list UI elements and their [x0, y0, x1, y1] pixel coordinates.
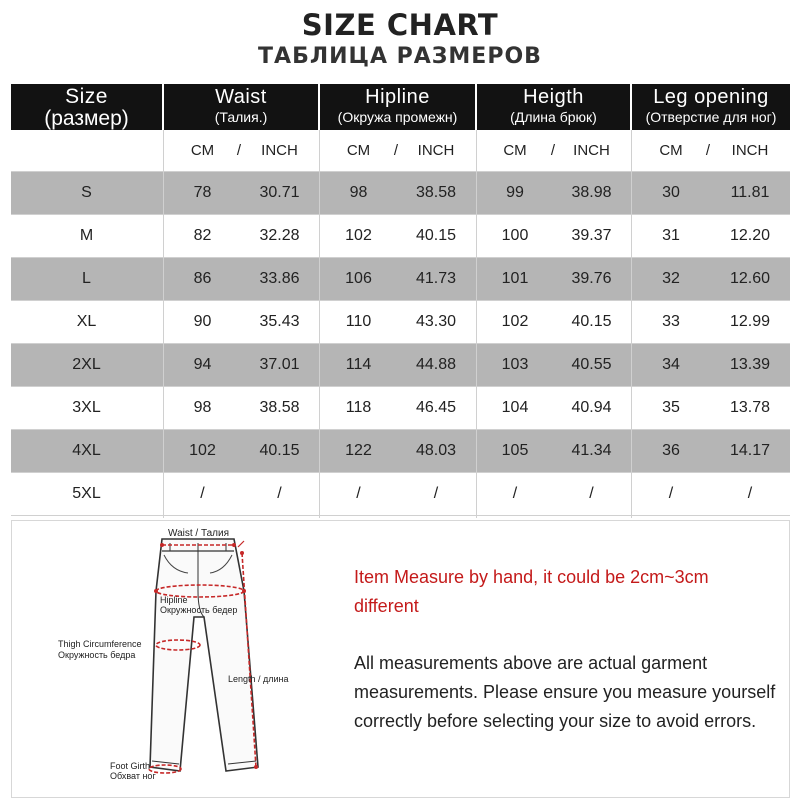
table-row [11, 344, 790, 386]
size-cell: 2XL [72, 356, 101, 373]
pants-illustration [12, 521, 332, 797]
size-table [11, 84, 790, 518]
value-cell: / [200, 485, 205, 502]
header-waist-label: Waist [215, 86, 267, 108]
value-cell: 38.58 [259, 399, 300, 416]
table-row [11, 387, 790, 429]
label-thigh: Thigh Circumference [58, 639, 142, 649]
value-cell: 43.30 [415, 313, 457, 330]
value-cell: / [356, 485, 361, 502]
header-height [477, 84, 630, 130]
value-cell: 82 [193, 227, 212, 244]
value-cell: 35 [662, 399, 680, 416]
header-size [11, 84, 162, 130]
value-cell: 33.86 [259, 270, 300, 287]
value-cell: 35.43 [259, 313, 300, 330]
value-cell: 86 [193, 270, 212, 287]
value-cell: 12.99 [729, 313, 771, 330]
label-hipline: Hipline [160, 595, 188, 605]
value-cell: 32 [662, 270, 680, 287]
header-waist-sub: (Талия.) [214, 109, 268, 125]
size-cell: 4XL [72, 442, 101, 459]
value-cell: 103 [501, 356, 529, 373]
value-cell: 40.94 [571, 399, 612, 416]
unit-inch: INCH [261, 142, 298, 159]
unit-slash: / [550, 142, 556, 159]
pants-diagram [12, 521, 332, 797]
label-thigh-ru: Окружность бедра [58, 650, 136, 660]
value-cell: 90 [193, 313, 212, 330]
unit-inch: INCH [731, 142, 769, 159]
value-cell: 98 [193, 399, 212, 416]
value-cell: 14.17 [729, 442, 771, 459]
measure-note: Item Measure by hand, it could be 2cm~3cm different [354, 567, 709, 616]
value-cell: 31 [662, 227, 680, 244]
header-waist [164, 84, 318, 130]
value-cell: 33 [662, 313, 680, 330]
unit-cm: CM [346, 142, 371, 159]
unit-cm: CM [659, 142, 683, 159]
value-cell: 40.15 [259, 442, 300, 459]
size-cell: S [81, 184, 92, 201]
header-leg-opening [632, 84, 790, 130]
unit-slash: / [393, 142, 399, 159]
value-cell: 13.78 [729, 399, 771, 416]
table-row [11, 301, 790, 343]
header-size-label: Size [65, 85, 108, 108]
size-cell: M [79, 227, 94, 244]
value-cell: 100 [501, 227, 529, 244]
value-cell: 37.01 [259, 356, 300, 373]
chart-title: SIZE CHART [301, 8, 499, 42]
header-hipline-sub: (Окружа промежн) [337, 109, 458, 125]
table-row [11, 473, 790, 515]
header-height-label: Heigth [523, 86, 584, 108]
table-row [11, 430, 790, 472]
label-foot: Foot Girth [110, 761, 151, 771]
value-cell: 98 [349, 184, 368, 201]
value-cell: 122 [345, 442, 372, 459]
measurement-guide [11, 520, 790, 798]
value-cell: 102 [189, 442, 216, 459]
value-cell: 38.58 [415, 184, 457, 201]
value-cell: 110 [345, 313, 372, 330]
value-cell: / [512, 485, 518, 502]
label-hipline-ru: Окружность бедер [160, 605, 238, 615]
header-height-sub: (Длина брюк) [510, 109, 597, 125]
value-cell: 114 [345, 356, 372, 373]
value-cell: 32.28 [259, 227, 300, 244]
header-leg-opening-sub: (Отверстие для ног) [645, 109, 777, 125]
value-cell: 39.37 [571, 227, 612, 244]
unit-cm: CM [503, 142, 527, 159]
value-cell: 30 [662, 184, 680, 201]
table-row [11, 215, 790, 257]
value-cell: 11.81 [730, 184, 770, 201]
value-cell: 105 [501, 442, 529, 459]
value-cell: 36 [662, 442, 680, 459]
label-length: Length / длина [228, 674, 289, 684]
value-cell: 101 [501, 270, 529, 287]
value-cell: 48.03 [415, 442, 457, 459]
value-cell: 40.15 [415, 227, 457, 244]
size-cell: 3XL [72, 399, 101, 416]
value-cell: / [747, 485, 753, 502]
value-cell: 41.34 [571, 442, 612, 459]
garment-note: All measurements above are actual garment measurements. Please ensure you measure yourself correctly before selecting your size to avoid errors. [354, 653, 776, 731]
size-cell: 5XL [72, 485, 101, 502]
value-cell: 30.71 [259, 184, 300, 201]
value-cell: 41.73 [415, 270, 457, 287]
size-cell: XL [76, 313, 97, 330]
unit-slash: / [236, 142, 242, 159]
value-cell: 40.55 [571, 356, 612, 373]
value-cell: 44.88 [415, 356, 457, 373]
table-row [11, 172, 790, 214]
pants-outline [150, 539, 258, 771]
value-cell: 104 [501, 399, 529, 416]
value-cell: 78 [193, 184, 212, 201]
unit-cm: CM [190, 142, 215, 159]
unit-inch: INCH [417, 142, 455, 159]
header-hipline [320, 84, 475, 130]
value-cell: 102 [345, 227, 372, 244]
header-hipline-label: Hipline [365, 86, 430, 108]
header-leg-opening-label: Leg opening [653, 86, 769, 108]
value-cell: 40.15 [571, 313, 612, 330]
chart-subtitle: ТАБЛИЦА РАЗМЕРОВ [258, 44, 542, 69]
value-cell: 106 [345, 270, 372, 287]
value-cell: / [277, 485, 282, 502]
value-cell: 34 [662, 356, 680, 373]
label-foot-ru: Обхват ног [110, 771, 156, 781]
unit-inch: INCH [573, 142, 610, 159]
value-cell: 118 [345, 399, 372, 416]
value-cell: 12.20 [729, 227, 771, 244]
value-cell: 94 [193, 356, 212, 373]
value-cell: 12.60 [729, 270, 771, 287]
value-cell: 102 [501, 313, 529, 330]
value-cell: 46.45 [415, 399, 457, 416]
table-row [11, 258, 790, 300]
unit-slash: / [705, 142, 711, 159]
value-cell: 39.76 [571, 270, 612, 287]
size-cell: L [82, 270, 91, 287]
value-cell: 99 [506, 184, 524, 201]
units-row [11, 130, 790, 172]
value-cell: / [668, 485, 674, 502]
value-cell: / [433, 485, 439, 502]
value-cell: 13.39 [729, 356, 771, 373]
header-size-sub: (размер) [44, 107, 129, 130]
value-cell: / [589, 485, 594, 502]
value-cell: 38.98 [571, 184, 612, 201]
label-waist: Waist / Талия [168, 528, 230, 539]
